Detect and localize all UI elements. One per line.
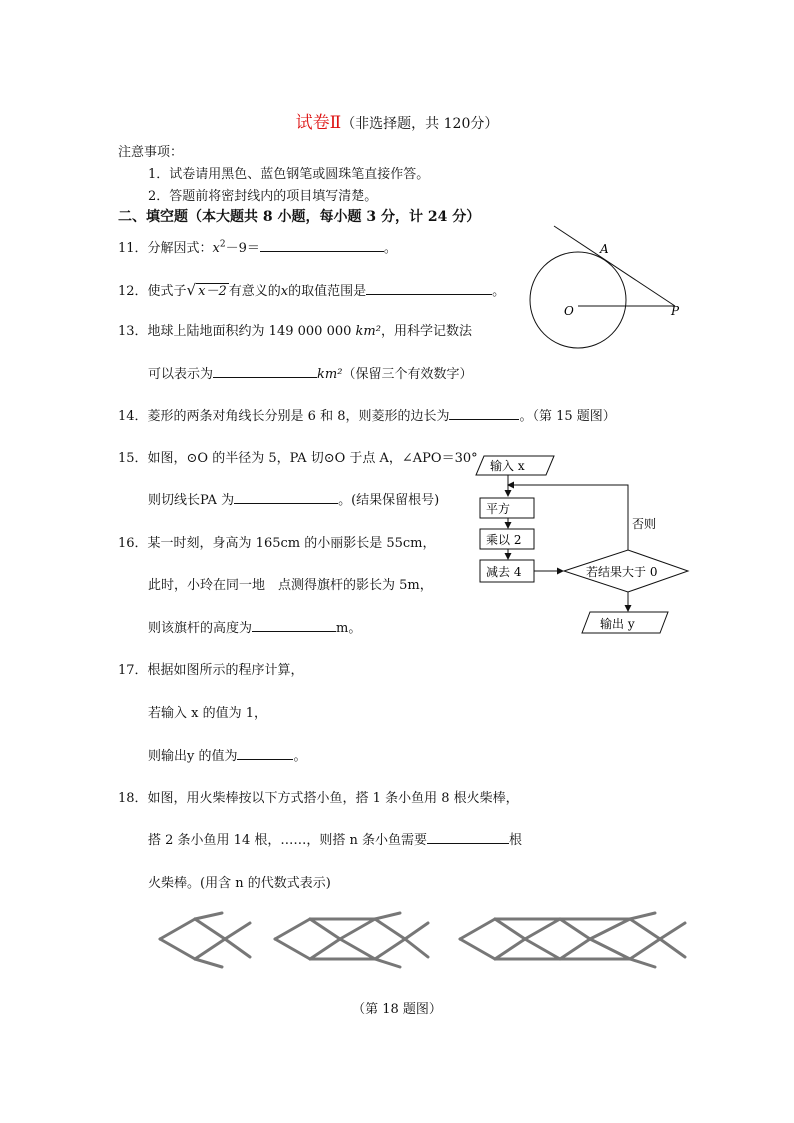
flow-input-label: 输入 x <box>490 459 525 473</box>
flow-step1-label: 平方 <box>486 502 511 516</box>
q14-text: 14．菱形的两条对角线长分别是 6 和 8，则菱形的边长为 <box>118 409 450 424</box>
question-16-line-1: 16．某一时刻，身高为 165cm 的小丽影长是 55cm， <box>118 536 436 551</box>
q11-var: x <box>212 241 220 256</box>
q12-middle: 有意义的 <box>228 284 281 299</box>
q14-answer-blank[interactable] <box>449 406 519 420</box>
flow-decision-label: 若结果大于 0 <box>586 565 658 579</box>
q17-line3-suffix: 。 <box>293 749 307 764</box>
q13-unit-2: km² <box>317 367 343 382</box>
fish-group-1 <box>160 913 250 967</box>
figure-15-caption: （第 15 题图） <box>532 409 616 424</box>
page-title <box>0 108 794 133</box>
question-15-line-1: 15．如图，⊙O 的半径为 5，PA 切⊙O 于点 A，∠APO＝30° <box>118 451 478 466</box>
notes-heading: 注意事项： <box>118 145 184 160</box>
label-p: P <box>671 304 680 318</box>
q11-answer-blank[interactable] <box>260 238 384 252</box>
q12-answer-blank[interactable] <box>366 281 492 295</box>
question-15-line-2 <box>148 489 439 508</box>
flow-step2-label: 乘以 2 <box>486 533 522 547</box>
q15-answer-blank[interactable] <box>234 490 338 504</box>
question-13-line-2 <box>148 363 472 382</box>
note-1: 1．试卷请用黑色、蓝色钢笔或圆珠笔直接作答。 <box>148 167 430 182</box>
q18-line2-suffix: 根 <box>508 833 522 848</box>
q17-answer-blank[interactable] <box>237 746 293 760</box>
flowchart-diagram <box>470 448 710 644</box>
q11-rest: －9＝ <box>225 241 260 256</box>
q12-prefix: 12．使式子 <box>118 284 187 299</box>
q13-text: 13．地球上陆地面积约为 149 000 000 <box>118 324 356 339</box>
fish-group-2 <box>275 913 428 967</box>
flow-otherwise-label: 否则 <box>632 517 657 531</box>
question-18-line-1: 18．如图，用火柴棒按以下方式搭小鱼，搭 1 条小鱼用 8 根火柴棒， <box>118 791 519 806</box>
q18-line2-prefix: 搭 2 条小鱼用 14 根，……，则搭 n 条小鱼需要 <box>148 833 427 848</box>
flow-step3-label: 减去 4 <box>486 565 522 579</box>
q15-line2-suffix: 。(结果保留根号) <box>338 493 440 508</box>
q13-line2-prefix: 可以表示为 <box>148 367 214 382</box>
label-o: O <box>564 304 574 318</box>
q12-suffix: 的取值范围是 <box>288 284 367 299</box>
question-17-line-2: 若输入 x 的值为 1， <box>148 706 267 721</box>
question-12 <box>118 280 505 299</box>
q12-end: 。 <box>492 284 506 299</box>
q11-prefix: 11．分解因式： <box>118 241 213 256</box>
q13-line2-suffix: （保留三个有效数字） <box>342 367 473 382</box>
question-17-line-1: 17．根据如图所示的程序计算， <box>118 663 304 678</box>
question-13-line-1 <box>118 320 472 339</box>
q12-var: x <box>280 284 289 299</box>
q16-answer-blank[interactable] <box>252 618 336 632</box>
figure-18-caption: （第 18 题图） <box>352 1002 442 1017</box>
q16-line3-prefix: 则该旗杆的高度为 <box>148 621 253 636</box>
question-16-line-3 <box>148 617 361 636</box>
question-16-line-2: 此时，小玲在同一地 点测得旗杆的影长为 5m， <box>148 578 433 593</box>
q13-text-end: ，用科学记数法 <box>380 324 472 339</box>
question-18-line-2 <box>148 829 522 848</box>
q15-line2-prefix: 则切线长PA 为 <box>148 493 235 508</box>
note-2: 2．答题前将密封线内的项目填写清楚。 <box>148 189 378 204</box>
q12-radicand: x－2 <box>198 284 227 299</box>
circle-o <box>530 252 626 348</box>
label-a: A <box>600 242 609 256</box>
q18-answer-blank[interactable] <box>427 830 509 844</box>
q13-answer-blank[interactable] <box>213 364 317 378</box>
title-red: 试卷Ⅱ <box>295 113 342 133</box>
question-18-line-3: 火柴棒。(用含 n 的代数式表示) <box>148 876 331 891</box>
q16-line3-suffix: m。 <box>336 621 362 636</box>
figure-18-matchstick-fish <box>150 905 710 975</box>
section-heading: 二、填空题（本大题共 8 小题，每小题 3 分，计 24 分） <box>118 209 481 225</box>
q14-end: 。 <box>519 409 533 424</box>
q11-end: 。 <box>383 241 397 256</box>
title-rest: （非选择题，共 120分） <box>341 116 499 132</box>
fish-group-3 <box>460 913 685 967</box>
question-17-line-3 <box>148 745 307 764</box>
question-14 <box>118 405 616 424</box>
figure-15-circle-diagram <box>520 222 690 362</box>
q13-unit: km² <box>355 324 381 339</box>
question-11 <box>118 237 397 256</box>
flow-output-label: 输出 y <box>600 617 635 631</box>
tangent-line <box>554 226 675 306</box>
q11-exp: 2 <box>219 239 226 250</box>
sqrt-sign: √ <box>186 281 197 299</box>
q17-line3-prefix: 则输出y 的值为 <box>148 749 238 764</box>
